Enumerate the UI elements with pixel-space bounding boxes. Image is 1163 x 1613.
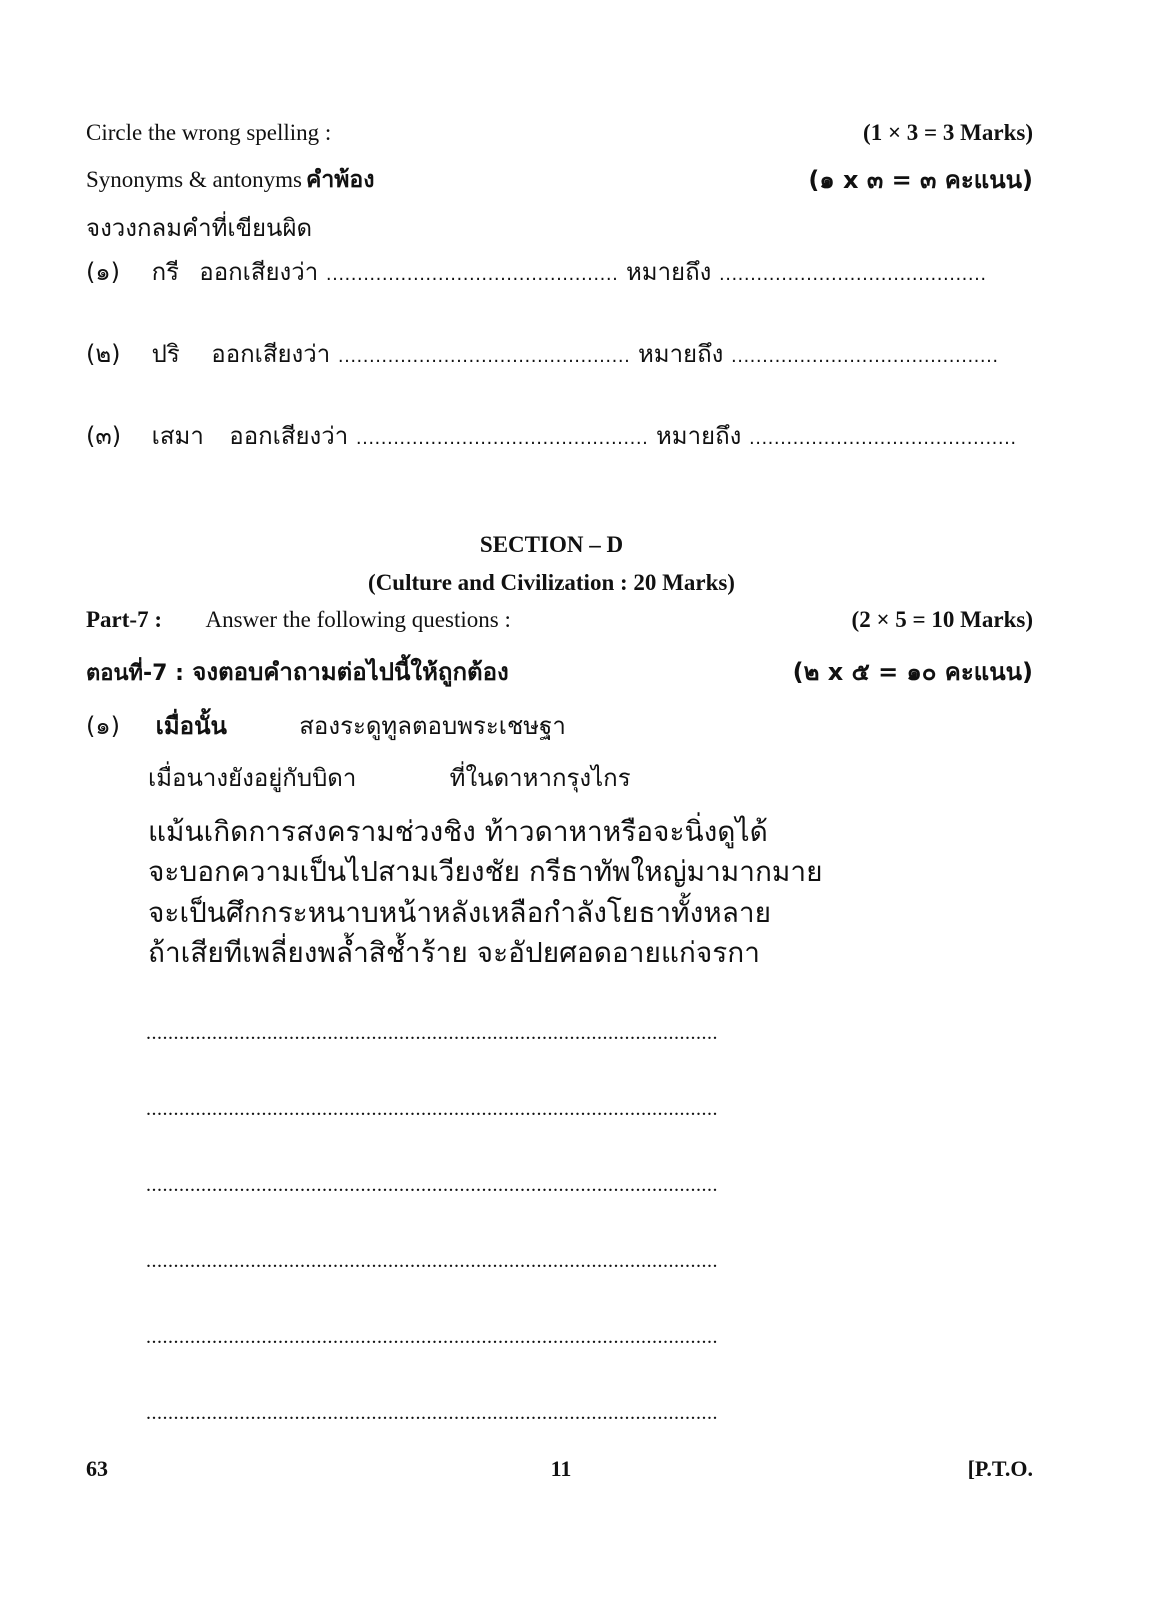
item-mean: หมายถึง — [637, 340, 724, 368]
part7-label-th: ตอนที่-7 : — [86, 661, 184, 686]
item-blank-2: ........................................... — [719, 264, 987, 285]
part6-marks-en: (1 × 3 = 3 Marks) — [863, 120, 1033, 145]
part6-instruction: จงวงกลมคำที่เขียนผิด — [86, 214, 313, 242]
subheading-prefix: Synonyms & antonyms — [86, 167, 302, 192]
page-number: 11 — [550, 1456, 572, 1481]
answer-line[interactable]: ........................................................................................................ — [146, 1402, 718, 1424]
poem-line: จะบอกความเป็นไปสามเวียงชัย กรีธาทัพใหญ่มามากมาย — [148, 855, 823, 888]
item-say: ออกเสียงว่า — [229, 422, 349, 450]
item-number: (๒) — [86, 340, 121, 368]
part7-label: Part-7 : — [86, 607, 162, 632]
item-number: (๓) — [86, 422, 122, 450]
item-word: เสมา — [151, 422, 204, 450]
item-blank-2: ........................................... — [749, 428, 1017, 449]
answer-line[interactable]: ........................................................................................................ — [146, 1098, 718, 1120]
item-say: ออกเสียงว่า — [211, 340, 331, 368]
part7-heading — [86, 607, 511, 633]
item-say: ออกเสียงว่า — [199, 258, 319, 286]
item-mean: หมายถึง — [655, 422, 742, 450]
poem-line: แม้นเกิดการสงครามช่วงชิง ท้าวดาหาหรือจะนิ่งดูได้ — [148, 815, 768, 848]
item-blank-2: ........................................... — [731, 346, 999, 367]
verse-text: ที่ในดาหากรุงไกร — [449, 764, 631, 792]
answer-line[interactable]: ........................................................................................................ — [146, 1022, 718, 1044]
part6-subheading — [86, 162, 374, 198]
section-title: SECTION – D — [479, 532, 624, 557]
section-subtitle: (Culture and Civilization : 20 Marks) — [368, 570, 735, 595]
poem-line: ถ้าเสียทีเพลี่ยงพล้ำสิช้ำร้าย จะอัปยศอดอายแก่จรกา — [148, 936, 760, 969]
item-blank-1: ............................................... — [325, 264, 619, 285]
answer-line[interactable]: ........................................................................................................ — [146, 1174, 718, 1196]
item-blank-1: ............................................... — [355, 428, 649, 449]
subheading-thai: คำพ้อง — [305, 167, 375, 193]
item-word: กรี — [151, 258, 180, 286]
part7-marks-th: (๒ x ๕ = ๑๐ คะแนน) — [792, 658, 1033, 686]
paper-code: 63 — [86, 1456, 108, 1481]
question-1-line-1 — [86, 706, 566, 745]
item-blank-1: ............................................... — [337, 346, 631, 367]
part6-heading: Circle the wrong spelling : — [86, 120, 332, 145]
verse-word: เมื่อนั้น — [155, 712, 227, 740]
answer-line[interactable]: ........................................................................................................ — [146, 1326, 718, 1348]
part7-heading-th — [86, 652, 509, 691]
part6-item-1 — [86, 252, 987, 291]
pto-label: [P.T.O. — [967, 1456, 1033, 1481]
item-number: (๑) — [86, 258, 120, 286]
part7-instruction: Answer the following questions : — [205, 607, 511, 632]
part7-instruction-th: จงตอบคำถามต่อไปนี้ให้ถูกต้อง — [192, 658, 509, 686]
poem-line: จะเป็นศึกกระหนาบหน้าหลังเหลือกำลังโยธาทั้งหลาย — [148, 896, 772, 929]
item-word: ปริ — [151, 340, 180, 368]
verse-text: เมื่อนางยังอยู่กับบิดา — [148, 764, 357, 792]
verse-text: สองระดูทูลตอบพระเชษฐา — [299, 712, 566, 740]
part6-item-2 — [86, 334, 999, 373]
question-number: (๑) — [86, 712, 120, 740]
part6-item-3 — [86, 416, 1017, 455]
part7-marks-en: (2 × 5 = 10 Marks) — [851, 607, 1033, 632]
question-1-line-2 — [148, 758, 631, 797]
part6-marks-th: (๑ x ๓ = ๓ คะแนน) — [808, 166, 1033, 194]
answer-line[interactable]: ........................................................................................................ — [146, 1250, 718, 1272]
item-mean: หมายถึง — [625, 258, 712, 286]
